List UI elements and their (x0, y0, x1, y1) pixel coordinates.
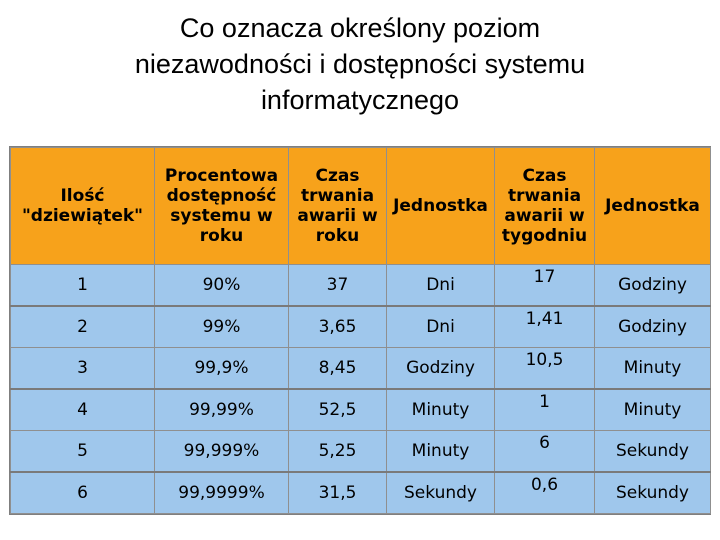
cell-downtime-year: 8,45 (289, 348, 387, 390)
cell-downtime-year: 31,5 (289, 472, 387, 514)
header-downtime-week: Czas trwania awarii w tygodniu (495, 148, 595, 265)
table-row (11, 389, 711, 431)
slide-title (40, 10, 680, 118)
cell-downtime-week: 1 (495, 389, 595, 431)
cell-nines: 2 (11, 306, 155, 348)
availability-table (9, 146, 711, 515)
cell-unit-year: Minuty (387, 431, 495, 473)
cell-downtime-year: 3,65 (289, 306, 387, 348)
cell-unit-year: Minuty (387, 389, 495, 431)
table-header-row (11, 148, 711, 265)
cell-availability: 99,999% (155, 431, 289, 473)
table-row (11, 306, 711, 348)
cell-unit-week: Minuty (595, 348, 711, 390)
cell-downtime-year: 37 (289, 265, 387, 307)
cell-unit-week: Godziny (595, 306, 711, 348)
cell-availability: 99% (155, 306, 289, 348)
header-nines: Ilość "dziewiątek" (11, 148, 155, 265)
cell-nines: 3 (11, 348, 155, 390)
title-line-1: Co oznacza określony poziom (179, 13, 541, 43)
title-line-2: niezawodności i dostępności systemu (134, 49, 586, 79)
cell-nines: 5 (11, 431, 155, 473)
cell-downtime-week: 10,5 (495, 348, 595, 390)
title-line-3: informatycznego (260, 85, 460, 115)
cell-availability: 90% (155, 265, 289, 307)
cell-downtime-week: 17 (495, 265, 595, 307)
cell-downtime-year: 5,25 (289, 431, 387, 473)
table-row (11, 472, 711, 514)
cell-unit-week: Godziny (595, 265, 711, 307)
cell-nines: 1 (11, 265, 155, 307)
cell-downtime-week: 0,6 (495, 472, 595, 514)
cell-unit-week: Minuty (595, 389, 711, 431)
cell-downtime-week: 1,41 (495, 306, 595, 348)
cell-downtime-year: 52,5 (289, 389, 387, 431)
table-row (11, 431, 711, 473)
cell-nines: 4 (11, 389, 155, 431)
cell-unit-week: Sekundy (595, 472, 711, 514)
table-row (11, 265, 711, 307)
header-availability: Procentowa dostępność systemu w roku (155, 148, 289, 265)
cell-unit-year: Godziny (387, 348, 495, 390)
table-row (11, 348, 711, 390)
cell-availability: 99,9999% (155, 472, 289, 514)
header-unit-year: Jednostka (387, 148, 495, 265)
cell-unit-year: Dni (387, 265, 495, 307)
cell-unit-week: Sekundy (595, 431, 711, 473)
cell-downtime-week: 6 (495, 431, 595, 473)
header-downtime-year: Czas trwania awarii w roku (289, 148, 387, 265)
cell-availability: 99,9% (155, 348, 289, 390)
cell-unit-year: Dni (387, 306, 495, 348)
cell-availability: 99,99% (155, 389, 289, 431)
cell-nines: 6 (11, 472, 155, 514)
header-unit-week: Jednostka (595, 148, 711, 265)
cell-unit-year: Sekundy (387, 472, 495, 514)
